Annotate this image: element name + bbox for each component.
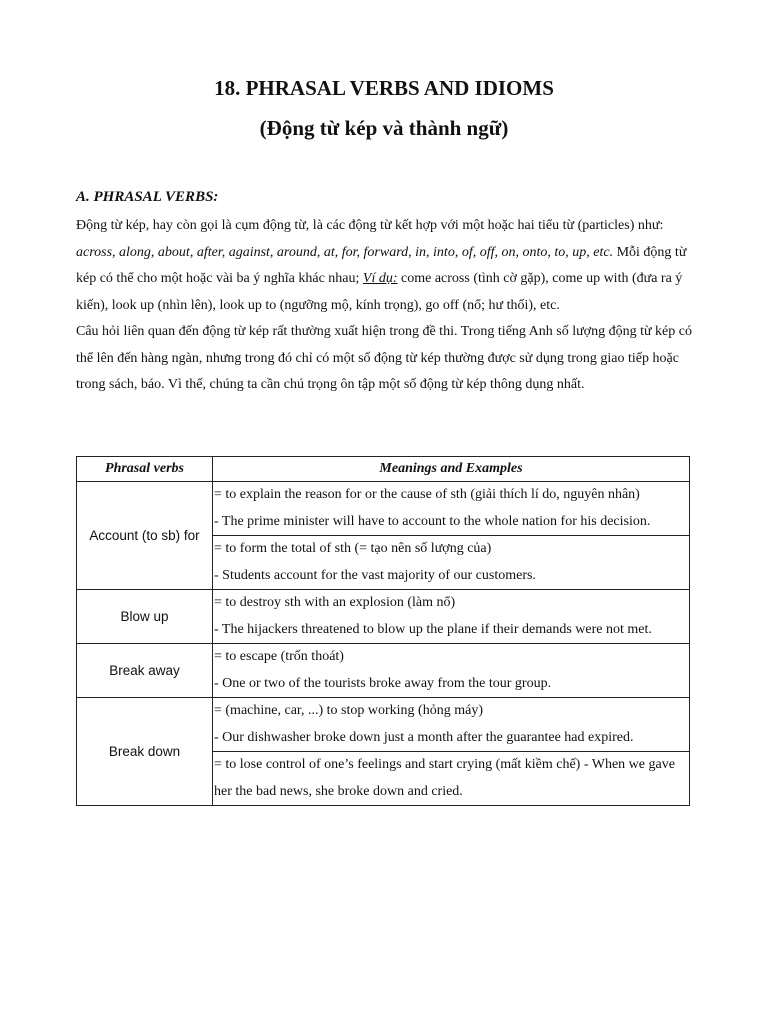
intro-p1-b: Mỗi động từ kép có thể cho một hoặc vài ba ý nghĩa khác nhau; — [76, 244, 687, 286]
intro-p1-c: come across (tình cờ gặp), come up with (đưa ra ý kiến), look up (nhìn lên), look up to (ngưỡng mộ, kính trọng), go off (nổ; hư thối), etc. — [76, 271, 683, 313]
phrasal-verb-cell: Blow up — [77, 590, 213, 644]
meaning-definition: = to destroy sth with an explosion (làm nổ) — [214, 595, 456, 610]
table-row — [77, 482, 690, 536]
table-row — [77, 590, 690, 644]
page-subtitle: (Động từ kép và thành ngữ) — [259, 116, 509, 140]
phrasal-verb-cell: Break down — [77, 698, 213, 806]
meaning-cell — [213, 752, 690, 806]
intro-paragraph-1 — [76, 213, 696, 319]
table-body — [77, 482, 690, 806]
meaning-example: - Our dishwasher broke down just a month after the guarantee had expired. — [214, 729, 634, 745]
meaning-cell — [213, 644, 690, 698]
meaning-example: - The prime minister will have to account to the whole nation for his decision. — [214, 513, 651, 529]
header-phrasal-verbs: Phrasal verbs — [77, 457, 213, 482]
section-heading: A. PHRASAL VERBS: — [76, 189, 219, 205]
meaning-example: - The hijackers threatened to blow up the plane if their demands were not met. — [214, 621, 652, 637]
meaning-cell — [213, 482, 690, 536]
intro-p1-a: Động từ kép, hay còn gọi là cụm động từ, là các động từ kết hợp với một hoặc hai tiểu từ (particles) như: — [76, 218, 664, 233]
table-header-row — [77, 457, 690, 482]
meaning-definition: = to explain the reason for or the cause of sth (giải thích lí do, nguyên nhân) — [214, 487, 640, 502]
phrasal-verbs-table — [76, 456, 690, 806]
meaning-definition: = (machine, car, ...) to stop working (hỏng máy) — [214, 703, 483, 718]
meaning-cell — [213, 698, 690, 752]
meaning-cell — [213, 590, 690, 644]
intro-text — [76, 213, 696, 399]
phrasal-verb-cell: Break away — [77, 644, 213, 698]
particles-list: across, along, about, after, against, around, at, for, forward, in, into, of, off, on, onto, to, up, etc. — [76, 244, 614, 260]
meaning-example: - One or two of the tourists broke away from the tour group. — [214, 675, 552, 691]
table-row — [77, 644, 690, 698]
meaning-definition: = to escape (trốn thoát) — [214, 649, 344, 664]
meaning-definition: = to lose control of one’s feelings and start crying (mất kiềm chế) - When we gave her the bad news, she broke down and cried. — [214, 757, 675, 799]
meaning-cell — [213, 536, 690, 590]
header-meanings: Meanings and Examples — [213, 457, 690, 482]
page-title: 18. PHRASAL VERBS AND IDIOMS — [214, 76, 554, 100]
table-row — [77, 698, 690, 752]
phrasal-verb-cell: Account (to sb) for — [77, 482, 213, 590]
example-label: Ví dụ: — [362, 271, 398, 286]
intro-paragraph-2: Câu hỏi liên quan đến động từ kép rất thường xuất hiện trong đề thi. Trong tiếng Anh số lượng động từ kép có thể lên đến hàng ngàn, nhưng trong đó chỉ có một số động từ kép thường được sử dụng trong giao tiếp hoặc trong sách, báo. Vì thế, chúng ta cần chú trọng ôn tập một số động từ kép thông dụng nhất. — [76, 324, 692, 392]
meaning-definition: = to form the total of sth (= tạo nên số lượng của) — [214, 541, 492, 556]
meaning-example: - Students account for the vast majority of our customers. — [214, 567, 536, 583]
